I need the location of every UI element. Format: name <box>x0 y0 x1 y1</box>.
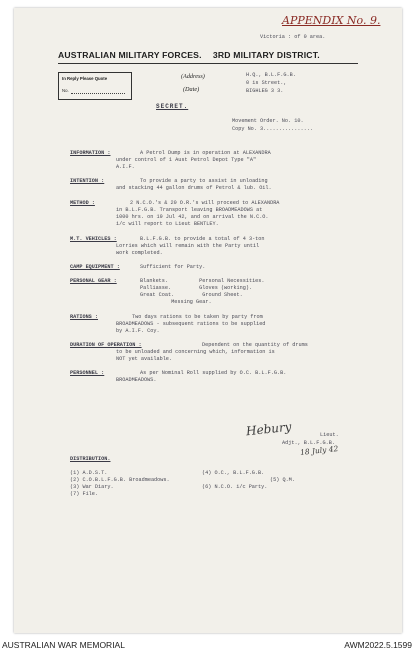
section-line: NOT yet available. <box>116 356 173 362</box>
section-line: Palliasse. Gloves (working). <box>140 285 253 291</box>
section-line: As per Nominal Roll supplied by O.C. B.L.F.G.B. <box>140 370 287 376</box>
section-heading: PERSONAL GEAR : <box>70 278 117 284</box>
distribution-item: (6) N.C.O. i/c Party. <box>202 484 268 490</box>
reply-box-title: In Reply Please Quote <box>62 76 108 81</box>
section-line: Messing Gear. <box>140 299 212 305</box>
date-label: (Date) <box>183 86 200 93</box>
section-line: and stacking 44 gallon drums of Petrol & lub. Oil. <box>116 185 272 191</box>
classification: SECRET. <box>156 103 189 110</box>
address-label: (Address) <box>181 73 205 80</box>
section-line: 2 N.C.O.'s & 20 O.R.'s will proceed to ALEXANDRA <box>130 200 280 206</box>
section-line: Two days rations to be taken by party from <box>132 314 263 320</box>
section-heading: M.T. VEHICLES : <box>70 236 117 242</box>
signature-unit: Adjt., B.L.F.G.B. <box>282 440 335 446</box>
section-line: 1000 hrs. on 19 Jul 42, and on arrival the N.C.O. <box>116 214 269 220</box>
distribution-item: (5) Q.M. <box>270 477 295 483</box>
section-heading: INTENTION : <box>70 178 105 184</box>
section-line: To provide a party to assist in unloading <box>140 178 268 184</box>
section-heading: METHOD : <box>70 200 95 206</box>
location-line: Victoria : of 0 area. <box>260 34 326 40</box>
distribution-item: (4) O.C., B.L.F.G.B. <box>202 470 265 476</box>
order-line-1: Movement Order. No. 10. <box>232 118 304 124</box>
signature: Hebury <box>245 419 293 439</box>
copy-number: Copy No. 3 <box>232 126 264 132</box>
signature-rank: Lieut. <box>320 432 339 438</box>
section-line: Sufficient for Party. <box>140 264 206 270</box>
signature-block <box>242 419 362 464</box>
address-part: BIGHLEG 3 <box>246 88 275 94</box>
section-line: by A.I.F. Coy. <box>116 328 160 334</box>
distribution-item: (1) A.D.S.T. <box>70 470 108 476</box>
address-part: 3. <box>277 88 284 94</box>
section-line: Dependent on the quantity of drums <box>202 342 308 348</box>
section-line: to be unloaded and concerning which, information is <box>116 349 275 355</box>
section-line: work completed. <box>116 250 163 256</box>
distribution-item: (3) War Diary. <box>70 484 114 490</box>
address-line: 0 is Street., <box>246 80 287 86</box>
section-heading: INFORMATION : <box>70 150 111 156</box>
reply-box-line <box>71 93 125 94</box>
reply-box-no-label: No. <box>62 88 69 93</box>
distribution-item: (2) C.O.B.L.F.G.B. Broadmeadows. <box>70 477 170 483</box>
section-line: A.I.F. <box>116 164 135 170</box>
section-line: Blankets. Personal Necessities. <box>140 278 265 284</box>
title-rule <box>58 63 358 64</box>
signature-date: 18 July 42 <box>299 444 339 457</box>
document-title <box>58 50 320 60</box>
address-line: H.Q., B.L.F.G.B. <box>246 72 296 78</box>
order-line-2: Copy No. 3................ <box>232 126 313 132</box>
section-line: A Petrol Dump is in operation at ALEXANDRA <box>140 150 271 156</box>
distribution-item: (7) File. <box>70 491 99 497</box>
section-line: i/c will report to Lieut BENTLEY. <box>116 221 219 227</box>
footer-credit: AUSTRALIAN WAR MEMORIAL <box>2 640 125 650</box>
section-line: under control of 1 Aust Petrol Depot Type "A" <box>116 157 257 163</box>
document-page <box>14 8 402 633</box>
section-line: Great Coat. Ground Sheet. <box>140 292 243 298</box>
section-line: Lorries which will remain with the Party until <box>116 243 260 249</box>
address-line <box>246 88 283 95</box>
section-heading: PERSONNEL : <box>70 370 105 376</box>
district-title: 3RD MILITARY DISTRICT. <box>212 50 320 60</box>
distribution-heading: DISTRIBUTION. <box>70 456 111 462</box>
section-line: BROADMEADOWS - subsequent rations to be supplied <box>116 321 266 327</box>
reply-box <box>58 72 132 100</box>
footer-id: AWM2022.5.1599 <box>344 640 412 650</box>
section-heading: DURATION OF OPERATION : <box>70 342 142 348</box>
appendix-annotation: APPENDIX No. 9. <box>282 14 381 27</box>
section-heading: CAMP EQUIPMENT : <box>70 264 120 270</box>
section-line: B.L.F.G.B. to provide a total of 4 3-ton <box>140 236 265 242</box>
section-line: BROADMEADOWS. <box>116 377 157 383</box>
section-line: in B.L.F.G.B. Transport leaving BROADMEADOWS at <box>116 207 263 213</box>
forces-title: AUSTRALIAN MILITARY FORCES. <box>58 50 202 60</box>
section-heading: RATIONS : <box>70 314 99 320</box>
